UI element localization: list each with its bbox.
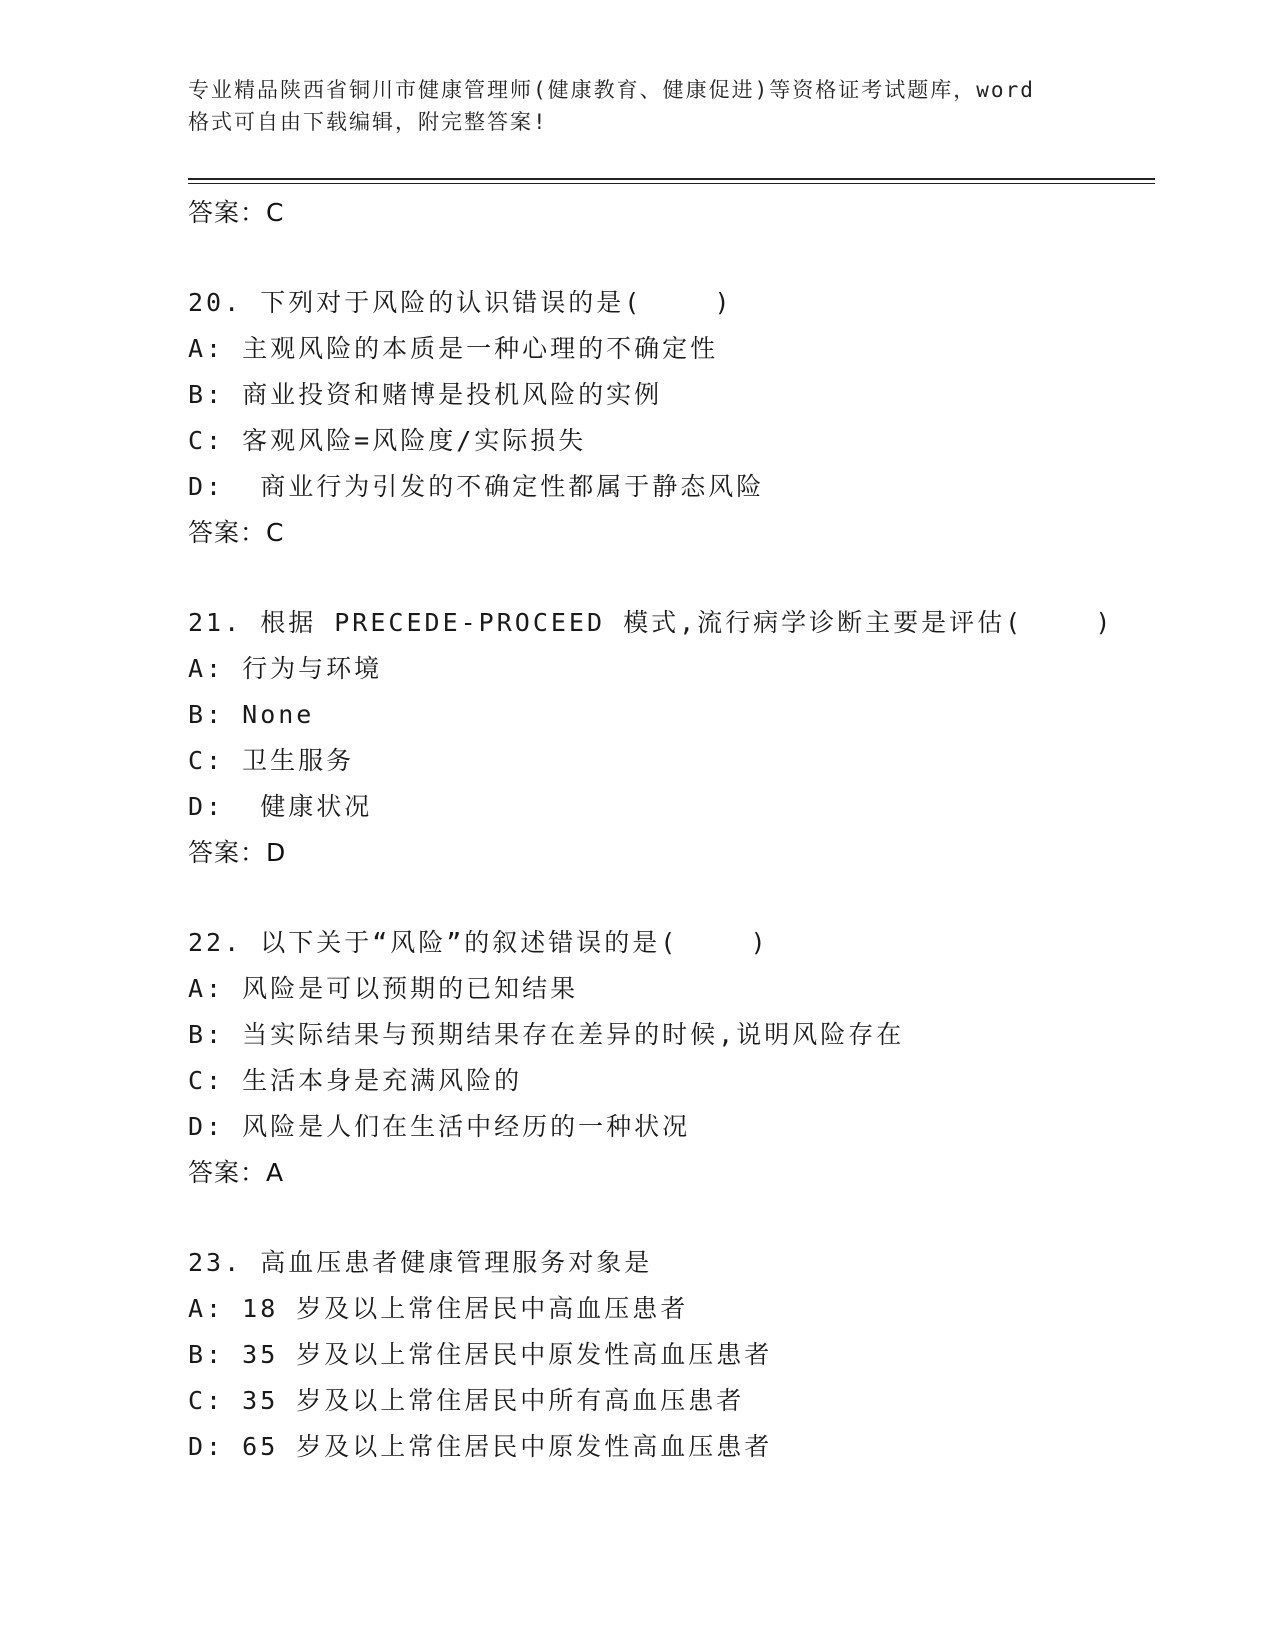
header-divider-thin: [188, 183, 1155, 184]
header-line-2: 格式可自由下载编辑，附完整答案!: [188, 110, 548, 134]
question-stem: 23. 高血压患者健康管理服务对象是: [188, 1248, 653, 1277]
previous-answer: 答案：C: [188, 198, 285, 227]
header-divider-thick: [188, 178, 1155, 180]
option-c: C: 生活本身是充满风险的: [188, 1066, 523, 1095]
question-20: [188, 280, 1148, 556]
document-header: [188, 74, 1088, 138]
option-b: B: 35 岁及以上常住居民中原发性高血压患者: [188, 1340, 773, 1369]
question-stem: 22. 以下关于“风险”的叙述错误的是( ): [188, 928, 769, 957]
option-c: C: 卫生服务: [188, 746, 355, 775]
option-a: A: 风险是可以预期的已知结果: [188, 974, 579, 1003]
question-21: [188, 600, 1148, 876]
option-d: D: 65 岁及以上常住居民中原发性高血压患者: [188, 1432, 773, 1461]
option-b: B: 商业投资和赌博是投机风险的实例: [188, 380, 663, 409]
option-b: B: 当实际结果与预期结果存在差异的时候,说明风险存在: [188, 1020, 905, 1049]
option-a: A: 18 岁及以上常住居民中高血压患者: [188, 1294, 689, 1323]
question-answer: 答案：A: [188, 1158, 285, 1187]
option-a: A: 主观风险的本质是一种心理的不确定性: [188, 334, 719, 363]
option-d: D: 健康状况: [188, 792, 373, 821]
option-a: A: 行为与环境: [188, 654, 383, 683]
question-stem: 20. 下列对于风险的认识错误的是( ): [188, 288, 733, 317]
option-d: D: 商业行为引发的不确定性都属于静态风险: [188, 472, 765, 501]
question-answer: 答案：D: [188, 838, 287, 867]
option-c: C: 客观风险=风险度/实际损失: [188, 426, 587, 455]
document-body: [188, 190, 1148, 1470]
question-22: [188, 920, 1148, 1196]
option-c: C: 35 岁及以上常住居民中所有高血压患者: [188, 1386, 745, 1415]
question-23: [188, 1240, 1148, 1470]
question-stem: 21. 根据 PRECEDE-PROCEED 模式,流行病学诊断主要是评估( ): [188, 608, 1114, 637]
header-line-1: 专业精品陕西省铜川市健康管理师(健康教育、健康促进)等资格证考试题库，word: [188, 78, 1035, 102]
question-answer: 答案：C: [188, 518, 285, 547]
option-b: B: None: [188, 700, 315, 729]
option-d: D: 风险是人们在生活中经历的一种状况: [188, 1112, 691, 1141]
